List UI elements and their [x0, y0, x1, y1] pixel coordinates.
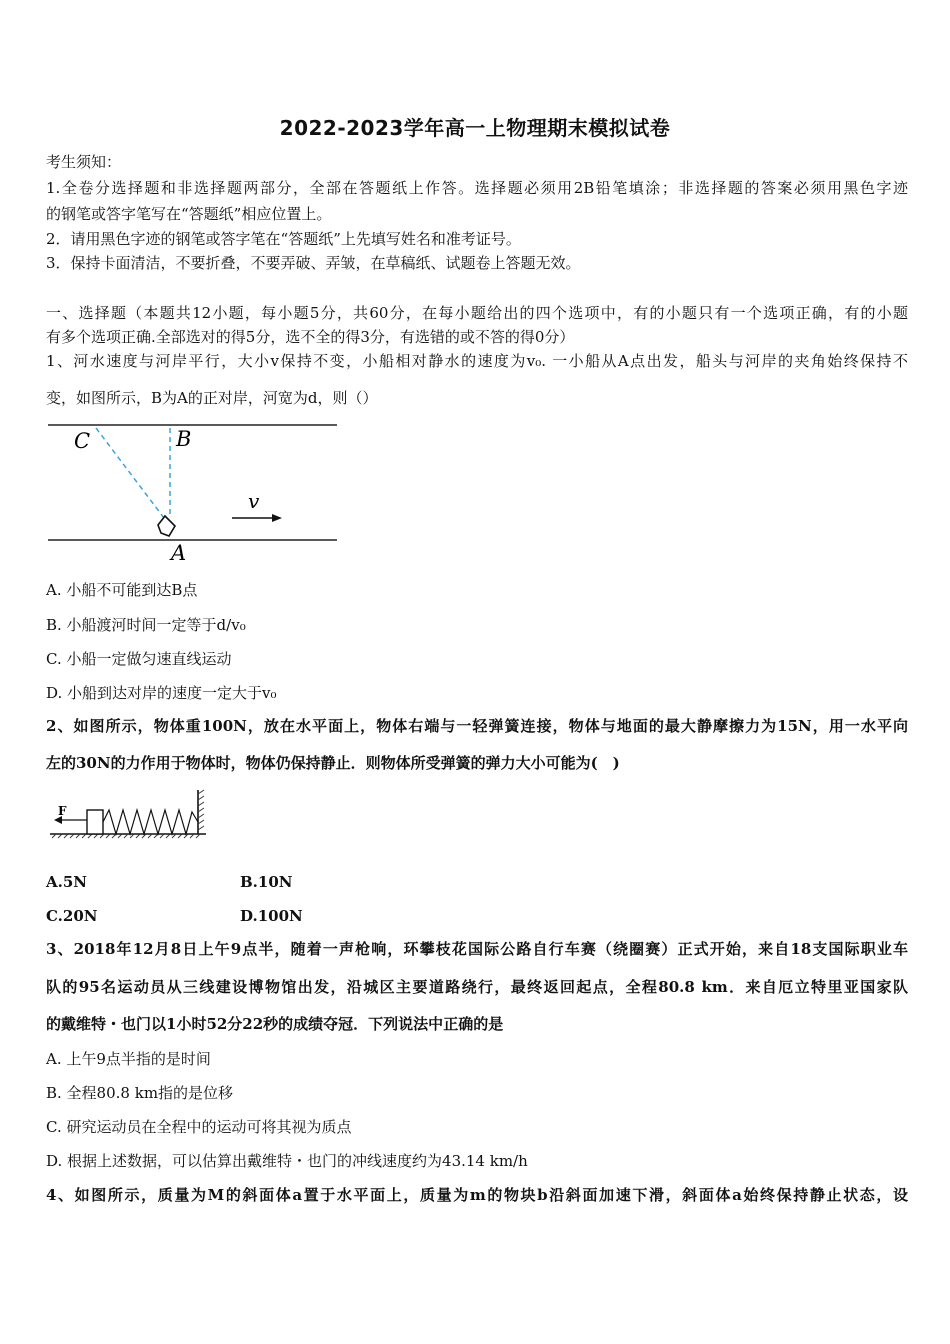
question-1-stem: 变，如图所示，B为A的正对岸，河宽为d，则（） — [46, 389, 378, 407]
option-c: C. 研究运动员在全程中的运动可将其视为质点 — [46, 1118, 352, 1136]
wall-hatching — [198, 790, 204, 830]
point-c-label: C — [74, 429, 91, 453]
option-c: C. 小船一定做匀速直线运动 — [46, 650, 232, 668]
question-1-stem: 1、河水速度与河岸平行，大小v保持不变，小船相对静水的速度为v₀. 一小船从A点出发，船头与河岸的夹角始终保持不 — [46, 352, 908, 370]
question-2-stem: 2、如图所示，物体重100N，放在水平面上，物体右端与一轻弹簧连接，物体与地面的最大静摩擦力为15N，用一水平向 — [46, 717, 908, 735]
option-a: A. 上午9点半指的是时间 — [46, 1050, 211, 1068]
section-heading: 有多个选项正确.全部选对的得5分，选不全的得3分，有选错的或不答的得0分） — [46, 328, 575, 346]
point-a-label: A — [171, 541, 187, 565]
option-b: B. 全程80.8 km指的是位移 — [46, 1084, 234, 1102]
option-b: B. 小船渡河时间一定等于d/v₀ — [46, 616, 246, 634]
question-3-stem: 3、2018年12月8日上午9点半，随着一声枪响，环攀枝花国际公路自行车赛（绕圈赛）正式开始，来自18支国际职业车 — [46, 940, 908, 958]
notice-item: 的钢笔或答字笔写在“答题纸”相应位置上。 — [46, 205, 332, 223]
option-b: B.10N — [240, 873, 293, 891]
option-a: A.5N — [46, 873, 88, 891]
section-heading: 一、选择题（本题共12小题，每小题5分，共60分，在每小题给出的四个选项中，有的小题只有一个选项正确，有的小题 — [46, 304, 908, 322]
option-d: D.100N — [240, 907, 303, 925]
block-shape — [87, 810, 103, 834]
option-a: A. 小船不可能到达B点 — [46, 581, 198, 599]
page-title: 2022-2023学年高一上物理期末模拟试卷 — [279, 116, 671, 140]
spring-coil — [103, 810, 198, 834]
question-3-stem: 的戴维特・也门以1小时52分22秒的成绩夺冠．下列说法中正确的是 — [46, 1015, 504, 1033]
option-d: D. 根据上述数据，可以估算出戴维特・也门的冲线速度约为43.14 km/h — [46, 1152, 528, 1170]
notice-item: 3．保持卡面清洁，不要折叠，不要弄破、弄皱，在草稿纸、试题卷上答题无效。 — [46, 254, 581, 272]
option-d: D. 小船到达对岸的速度一定大于v₀ — [46, 684, 277, 702]
point-b-label: B — [176, 427, 192, 451]
question-3-stem: 队的95名运动员从三线建设博物馆出发，沿城区主要道路绕行，最终返回起点，全程80.8 km．来自厄立特里亚国家队 — [46, 978, 908, 996]
question-2-stem: 左的30N的力作用于物体时，物体仍保持静止．则物体所受弹簧的弹力大小可能为( ) — [46, 754, 620, 772]
velocity-label: v — [248, 489, 260, 513]
question-4-stem: 4、如图所示，质量为M的斜面体a置于水平面上，质量为m的物块b沿斜面加速下滑，斜面体a始终保持静止状态，设 — [46, 1186, 908, 1204]
notice-item: 2．请用黑色字迹的钢笔或答字笔在“答题纸”上先填写姓名和准考证号。 — [46, 230, 521, 248]
notice-item: 1.全卷分选择题和非选择题两部分，全部在答题纸上作答。选择题必须用2B铅笔填涂；非选择题的答案必须用黑色字迹 — [46, 179, 908, 197]
notice-heading: 考生须知： — [46, 153, 122, 171]
option-c: C.20N — [46, 907, 98, 925]
force-label: F — [58, 804, 67, 818]
